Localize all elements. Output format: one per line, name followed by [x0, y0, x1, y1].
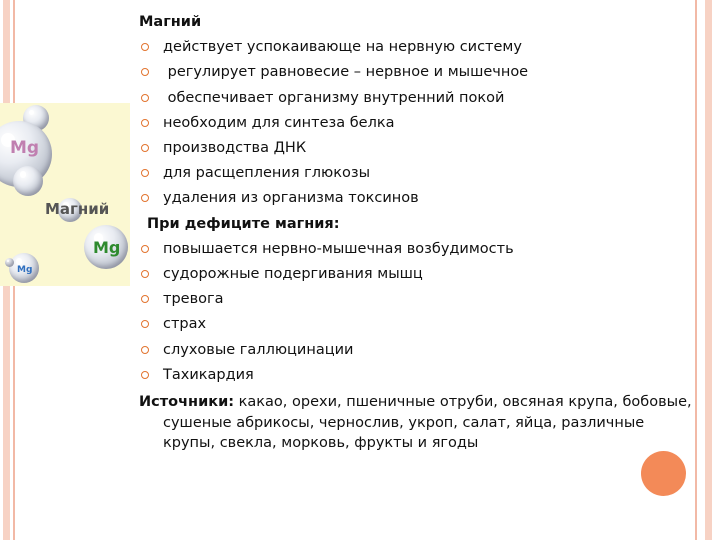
bubble-tiny	[5, 258, 14, 267]
symptom-item: судорожные подергивания мышц	[139, 262, 699, 287]
magnesium-illustration	[0, 103, 130, 286]
bullet-icon	[141, 119, 149, 127]
effect-item: для расщепления глюкозы	[139, 161, 699, 186]
sources-paragraph	[139, 392, 699, 454]
effect-item: производства ДНК	[139, 136, 699, 161]
bullet-icon	[141, 320, 149, 328]
effect-item: удаления из организма токсинов	[139, 186, 699, 211]
effect-item: обеспечивает организму внутренний покой	[139, 86, 699, 111]
slide-content	[139, 10, 699, 454]
bullet-icon	[141, 94, 149, 102]
mg-label-blue: Mg	[17, 265, 33, 275]
bullet-icon	[141, 295, 149, 303]
decorative-circle	[641, 451, 686, 496]
symptom-item: Тахикардия	[139, 363, 699, 388]
symptom-item: повышается нервно-мышечная возбудимость	[139, 237, 699, 262]
bullet-icon	[141, 346, 149, 354]
mg-label-green: Mg	[93, 238, 121, 257]
right-frame-strip	[705, 0, 712, 540]
bullet-icon	[141, 245, 149, 253]
bullet-icon	[141, 270, 149, 278]
slide-heading: Магний	[139, 14, 202, 30]
mg-label-large: Mg	[10, 138, 40, 158]
bullet-icon	[141, 68, 149, 76]
sources-text: какао, орехи, пшеничные отруби, овсяная крупа, бобовые, сушеные абрикосы, чернослив, укроп, салат, яйца, различные крупы, свекла, морковь, фрукты и ягоды	[163, 394, 697, 452]
bubble-medium	[13, 166, 43, 196]
deficiency-heading: При дефиците магния:	[147, 215, 340, 232]
symptom-item: слуховые галлюцинации	[139, 338, 699, 363]
symptom-item: страх	[139, 312, 699, 337]
bullet-icon	[141, 371, 149, 379]
symptom-item: тревога	[139, 287, 699, 312]
effect-item: необходим для синтеза белка	[139, 111, 699, 136]
bullet-icon	[141, 194, 149, 202]
effect-item: действует успокаивающе на нервную систему	[139, 35, 699, 60]
effect-item: регулирует равновесие – нервное и мышечное	[139, 60, 699, 85]
bullet-icon	[141, 43, 149, 51]
image-caption: Магний	[45, 200, 110, 218]
bullet-icon	[141, 144, 149, 152]
bullet-icon	[141, 169, 149, 177]
sources-label: Источники:	[139, 394, 235, 411]
